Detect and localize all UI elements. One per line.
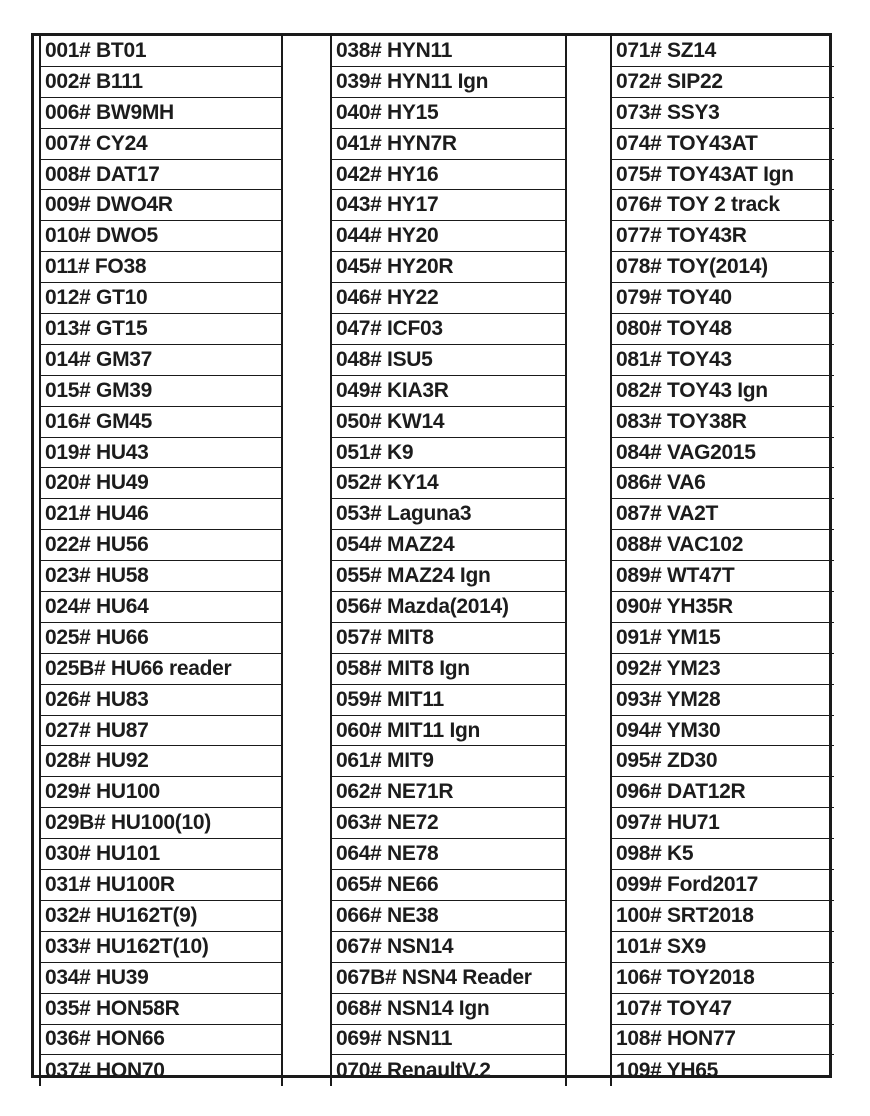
table-cell: 042# HY16: [332, 160, 565, 191]
table-cell: 066# NE38: [332, 901, 565, 932]
table-cell: 080# TOY48: [612, 314, 834, 345]
column-2: [330, 36, 567, 1086]
table-cell: 030# HU101: [41, 839, 281, 870]
table-cell: 052# KY14: [332, 468, 565, 499]
table-cell: 072# SIP22: [612, 67, 834, 98]
table-cell: 074# TOY43AT: [612, 129, 834, 160]
table-cell: 069# NSN11: [332, 1025, 565, 1056]
table-cell: 060# MIT11 Ign: [332, 716, 565, 747]
table-cell: 048# ISU5: [332, 345, 565, 376]
table-cell: 023# HU58: [41, 561, 281, 592]
table-cell: 020# HU49: [41, 468, 281, 499]
table-cell: 037# HON70: [45, 1058, 165, 1082]
table-cell: 006# BW9MH: [41, 98, 281, 129]
table-cell: 016# GM45: [41, 407, 281, 438]
table-cell: 043# HY17: [332, 190, 565, 221]
table-cell: 021# HU46: [41, 499, 281, 530]
table-cell: 014# GM37: [41, 345, 281, 376]
table-cell: 096# DAT12R: [612, 777, 834, 808]
table-cell: 001# BT01: [41, 36, 281, 67]
table-cell: 108# HON77: [612, 1025, 834, 1056]
table-cell: 040# HY15: [332, 98, 565, 129]
table-cell: 039# HYN11 Ign: [332, 67, 565, 98]
column-1: [39, 36, 283, 1086]
table-cell: 081# TOY43: [612, 345, 834, 376]
table-cell: 029# HU100: [41, 777, 281, 808]
key-list-table: [31, 33, 832, 1082]
table-cell: 063# NE72: [332, 808, 565, 839]
table-cell: 010# DWO5: [41, 221, 281, 252]
table-cell: 106# TOY2018: [612, 963, 834, 994]
table-cell: 029B# HU100(10): [41, 808, 281, 839]
table-cell: 054# MAZ24: [332, 530, 565, 561]
table-cell: 022# HU56: [41, 530, 281, 561]
table-cell: 101# SX9: [612, 932, 834, 963]
table-cell: 107# TOY47: [612, 994, 834, 1025]
table-cell: 091# YM15: [612, 623, 834, 654]
table-cell: 025# HU66: [41, 623, 281, 654]
table-cell: 026# HU83: [41, 685, 281, 716]
table-cell: 065# NE66: [332, 870, 565, 901]
table-cell: 088# VAC102: [612, 530, 834, 561]
table-cell: 007# CY24: [41, 129, 281, 160]
table-cell: 098# K5: [612, 839, 834, 870]
table-cell: 056# Mazda(2014): [332, 592, 565, 623]
table-cell: 084# VAG2015: [612, 438, 834, 469]
table-cell: 089# WT47T: [612, 561, 834, 592]
table-cell: 099# Ford2017: [612, 870, 834, 901]
table-cell: 034# HU39: [41, 963, 281, 994]
table-cell: 109# YH65: [616, 1058, 719, 1082]
table-cell: 012# GT10: [41, 283, 281, 314]
table-cell: 045# HY20R: [332, 252, 565, 283]
table-cell: 087# VA2T: [612, 499, 834, 530]
table-cell: 100# SRT2018: [612, 901, 834, 932]
table-cell: 082# TOY43 Ign: [612, 376, 834, 407]
table-cell: 047# ICF03: [332, 314, 565, 345]
table-cell: 055# MAZ24 Ign: [332, 561, 565, 592]
table-cell: 035# HON58R: [41, 994, 281, 1025]
table-cell: 090# YH35R: [612, 592, 834, 623]
table-cell: 059# MIT11: [332, 685, 565, 716]
table-cell: 053# Laguna3: [332, 499, 565, 530]
table-cell: 067B# NSN4 Reader: [332, 963, 565, 994]
table-cell: 032# HU162T(9): [41, 901, 281, 932]
table-cell: 033# HU162T(10): [41, 932, 281, 963]
table-cell: 097# HU71: [612, 808, 834, 839]
table-cell: 057# MIT8: [332, 623, 565, 654]
table-cell: 068# NSN14 Ign: [332, 994, 565, 1025]
table-cell: 076# TOY 2 track: [612, 190, 834, 221]
table-cell: 009# DWO4R: [41, 190, 281, 221]
table-cell: 079# TOY40: [612, 283, 834, 314]
table-cell: 064# NE78: [332, 839, 565, 870]
table-cell: 071# SZ14: [612, 36, 834, 67]
table-cell: 092# YM23: [612, 654, 834, 685]
table-cell: 050# KW14: [332, 407, 565, 438]
table-cell: 015# GM39: [41, 376, 281, 407]
table-cell: 044# HY20: [332, 221, 565, 252]
table-cell: 078# TOY(2014): [612, 252, 834, 283]
table-cell: 027# HU87: [41, 716, 281, 747]
table-cell: 073# SSY3: [612, 98, 834, 129]
table-cell: 075# TOY43AT Ign: [612, 160, 834, 191]
table-cell: 046# HY22: [332, 283, 565, 314]
table-cell: 028# HU92: [41, 746, 281, 777]
table-cell: 077# TOY43R: [612, 221, 834, 252]
table-cell: 036# HON66: [41, 1025, 281, 1056]
table-cell: 062# NE71R: [332, 777, 565, 808]
table-cell: 093# YM28: [612, 685, 834, 716]
table-cell: 058# MIT8 Ign: [332, 654, 565, 685]
table-cell: 070# RenaultV.2: [336, 1058, 491, 1082]
table-cell: 038# HYN11: [332, 36, 565, 67]
table-cell: 008# DAT17: [41, 160, 281, 191]
table-cell: 031# HU100R: [41, 870, 281, 901]
table-cell: 061# MIT9: [332, 746, 565, 777]
table-cell: 083# TOY38R: [612, 407, 834, 438]
table-cell: 094# YM30: [612, 716, 834, 747]
table-cell: 051# K9: [332, 438, 565, 469]
table-cell: 011# FO38: [41, 252, 281, 283]
table-cell: 049# KIA3R: [332, 376, 565, 407]
column-3: [610, 36, 834, 1086]
table-cell: 086# VA6: [612, 468, 834, 499]
table-cell: 095# ZD30: [612, 746, 834, 777]
table-cell: 041# HYN7R: [332, 129, 565, 160]
table-cell: 025B# HU66 reader: [41, 654, 281, 685]
table-cell: 024# HU64: [41, 592, 281, 623]
table-cell: 067# NSN14: [332, 932, 565, 963]
table-cell: 019# HU43: [41, 438, 281, 469]
table-cell: 013# GT15: [41, 314, 281, 345]
table-cell: 002# B111: [41, 67, 281, 98]
